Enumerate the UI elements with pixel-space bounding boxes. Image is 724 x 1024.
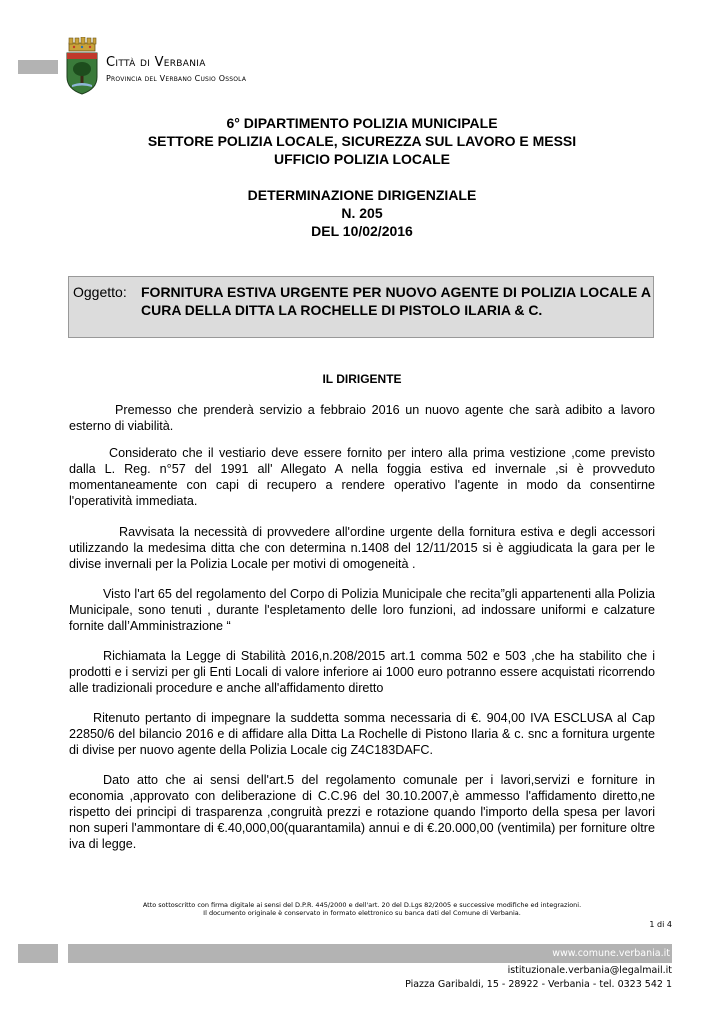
website-link[interactable]: www.comune.verbania.it [68, 944, 672, 963]
paragraph-visto: Visto l'art 65 del regolamento del Corpo di Polizia Municipale che recita”gli appartenenti alla Polizia Municipale, sono tenuti , durante l'espletamento delle loro funzioni, ad indossare uniformi e calzature fornite dall’Amministrazione “ [69, 587, 655, 633]
city-name: Città di Verbania [106, 55, 206, 70]
paragraph-richiamata: Richiamata la Legge di Stabilità 2016,n.208/2015 art.1 comma 502 e 503 ,che ha stabilito che i prodotti e i servizi per gli Enti Locali di valore inferiore ai 1000 euro potranno essere acquistati ricorrendo alle tradizionali procedure e anche all'affidamento diretto [69, 649, 655, 695]
page-number: 1 di 4 [649, 920, 672, 929]
department-title: 6° DIPARTIMENTO POLIZIA MUNICIPALE [226, 115, 498, 131]
determination-number: N. 205 [341, 205, 383, 221]
verbania-crest-icon [64, 37, 100, 95]
paragraph-ravvisata: Ravvisata la necessità di provvedere all'ordine urgente della fornitura estiva e degli accessori utilizzando la medesima ditta che con determina n.1408 del 12/11/2015 si è aggiudicata la gara per le divise invernali per la Polizia Locale per motivi di omogeneità . [69, 525, 655, 571]
footer-left-bar [18, 944, 58, 963]
determination-date: DEL 10/02/2016 [311, 223, 413, 239]
signature-note: Atto sottoscritto con firma digitale ai sensi del D.P.R. 445/2000 e dell'art. 20 del D.Lgs 82/2005 e successive modifiche ed integrazioni. [142, 901, 582, 909]
section-title: IL DIRIGENTE [322, 372, 402, 386]
province-name: Provincia del Verbano Cusio Ossola [106, 74, 247, 83]
subject-label: Oggetto: [73, 284, 127, 300]
paragraph-considerato: Considerato che il vestiario deve essere fornito per intero alla prima vestizione ,come previsto dalla L. Reg. n°57 del 1991 all' Allegato A nella foggia estiva ed invernale ,si è provveduto momentaneamente con capi di recupero a rendere operativo l'agente in modo da consentirne l'operatività immediata. [69, 446, 655, 508]
sector-title: SETTORE POLIZIA LOCALE, SICUREZZA SUL LAVORO E MESSI [147, 133, 577, 149]
address-text: Piazza Garibaldi, 15 - 28922 - Verbania - tel. 0323 542 1 [405, 979, 672, 990]
paragraph-dato-atto: Dato atto che ai sensi dell'art.5 del regolamento comunale per i lavori,servizi e forniture in economia ,approvato con deliberazione di C.C.96 del 30.10.2007,è ammesso l'affidamento diretto,ne rispetto dei principi di trasparenza ,congruità prezzi e rotazione quando l'importo della spesa per lavori non superi l'ammontare di €.40,000,00(quarantamila) annui e di €.20.000,00 (ventimila) per forniture oltre iva di legge. [69, 773, 655, 851]
subject-text: FORNITURA ESTIVA URGENTE PER NUOVO AGENTE DI POLIZIA LOCALE A CURA DELLA DITTA LA ROCHELLE DI PISTOLO ILARIA & C. [141, 284, 651, 318]
archive-note: Il documento originale è conservato in formato elettronico su banca dati del Comune di Verbania. [203, 909, 521, 917]
office-title: UFFICIO POLIZIA LOCALE [273, 151, 451, 167]
paragraph-premesso: Premesso che prenderà servizio a febbraio 2016 un nuovo agente che sarà adibito a lavoro esterno di viabilità. [69, 403, 655, 433]
determination-title: DETERMINAZIONE DIRIGENZIALE [247, 187, 477, 203]
email-address[interactable]: istituzionale.verbania@legalmail.it [507, 965, 672, 976]
paragraph-ritenuto: Ritenuto pertanto di impegnare la suddetta somma necessaria di €. 904,00 IVA ESCLUSA al Cap 22850/6 del bilancio 2016 e di affidare alla Ditta La Rochelle di Pistono Ilaria & c. snc a fornitura urgente di divise per nuovo agente della Polizia Locale cig Z4C183DAFC. [69, 711, 655, 757]
header-left-bar [18, 60, 58, 74]
